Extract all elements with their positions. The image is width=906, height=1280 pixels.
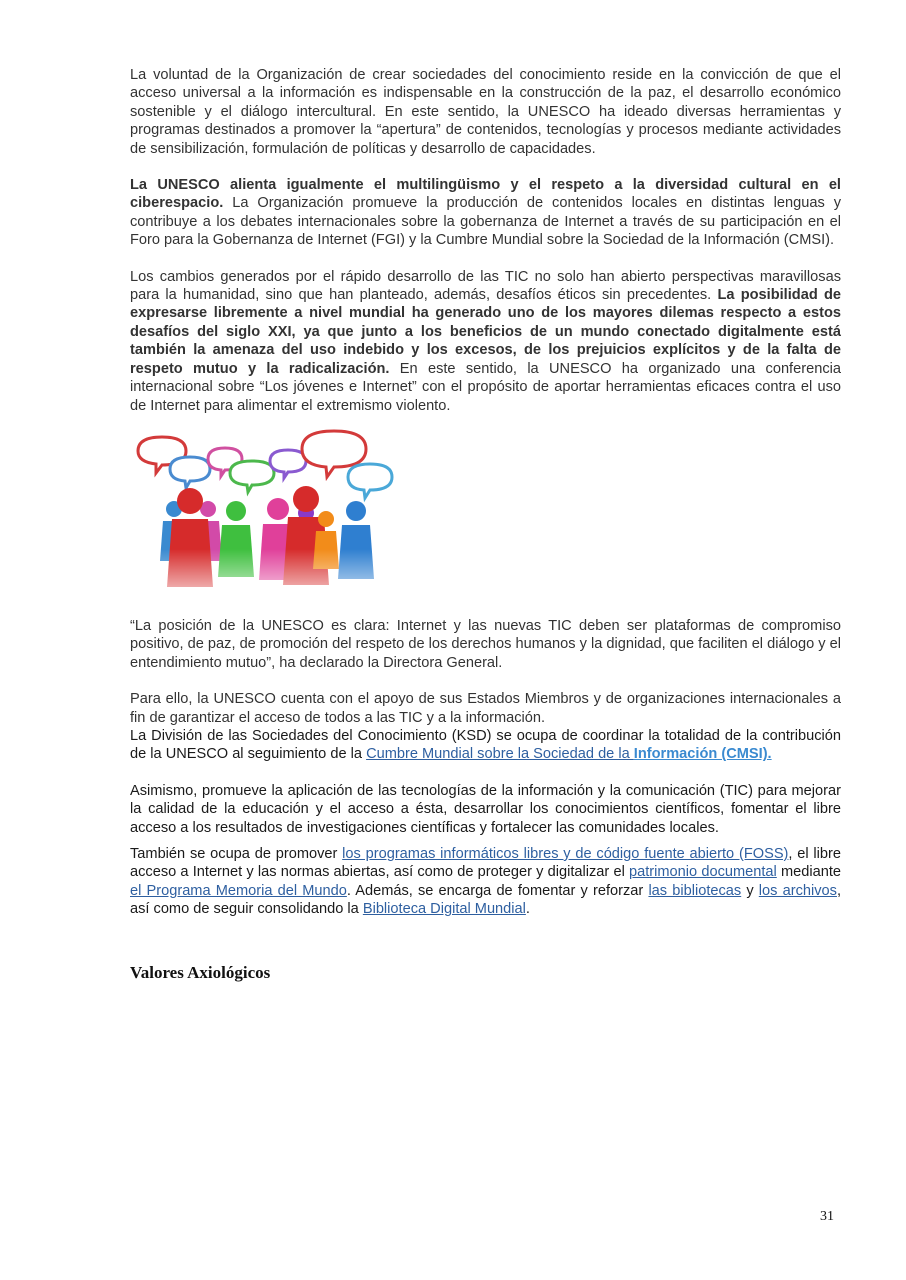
speech-bubble-cyan-icon — [348, 464, 392, 498]
archives-link[interactable]: los archivos — [758, 882, 837, 899]
world-digital-library-link[interactable]: Biblioteca Digital Mundial — [362, 901, 526, 918]
multilingualism-text: La Organización promueve la producción de contenidos locales en distintas lenguas y contribuye a los debates internacionales sobre la gobernanza de Internet a través de su participación en el Foro para la Gobernanza de Internet (FGI) y la Cumbre Mundial sobre la Sociedad de la Información (CMSI). — [130, 195, 841, 249]
foss-additional-text: . Además, se encarga de fomentar y reforzar — [346, 882, 649, 899]
ict-bold-text: La posibilidad de expresarse libremente a nivel mundial ha generado uno de los mayores dilemas respecto a estos desafíos del siglo XXI, ya que junto a los beneficios de un mundo conectado digitalmente está también la amenaza del uso indebido y los excesos, de los prejuicios explícitos y de la falta de respeto mutuo y la radicalización. — [130, 287, 841, 377]
foss-connector-text: mediante — [776, 864, 842, 881]
foss-and-text: y — [741, 882, 759, 899]
libraries-link[interactable]: las bibliotecas — [648, 882, 742, 899]
ict-end-text: En este sentido, la UNESCO ha organizado una conferencia internacional sobre “Los jóvenes e Internet” con el propósito de aportar herramientas eficaces contra el uso de Internet para alimentar el extremismo violento. — [130, 360, 841, 414]
page-number: 31 — [820, 1209, 834, 1224]
documentary-heritage-link[interactable]: patrimonio documental — [629, 864, 777, 881]
paragraph-unesco-position: “La posición de la UNESCO es clara: Internet y las nuevas TIC deben ser plataformas de compromiso positivo, de paz, de promoción del respeto de los derechos humanos y la dignidad, que faciliten el diálogo y el entendimiento mutuo”, ha declarado la Directora General. — [130, 617, 841, 671]
paragraph-ksd-division — [130, 727, 841, 764]
paragraph-multilingualism — [130, 176, 841, 250]
paragraph-knowledge-societies: La voluntad de la Organización de crear sociedades del conocimiento reside en la convicción de que el acceso universal a la información es indispensable en la construcción de la paz, el desarrollo económico sostenible y el diálogo intercultural. En este sentido, la UNESCO ha ideado diversas herramientas y programas destinados a promover la “apertura” de contenidos, tecnologías y procesos mediante actividades de sensibilización, formulación de políticas y desarrollo de capacidades. — [130, 67, 841, 157]
paragraph-member-states: Para ello, la UNESCO cuenta con el apoyo de sus Estados Miembros y de organizaciones internacionales a fin de garantizar el acceso de todos a las TIC y a la información. — [130, 691, 841, 726]
foss-intro-text: También se ocupa de promover — [130, 845, 343, 862]
ict-intro-text: Los cambios generados por el rápido desarrollo de las TIC no solo han abierto perspectivas maravillosas para la humanidad, sino que han planteado, además, desafíos éticos sin precedentes. — [130, 268, 841, 304]
paragraph-foss-promotion — [130, 845, 841, 919]
cmsi-link-continued[interactable]: Información (CMSI). — [633, 746, 772, 763]
cmsi-link[interactable]: Cumbre Mundial sobre la Sociedad de la — [366, 746, 634, 763]
multilingualism-bold: La UNESCO alienta igualmente el multilingüismo y el respeto a la diversidad cultural en el ciberespacio. — [130, 177, 841, 212]
paragraph-ict-challenges — [130, 268, 841, 415]
document-page — [130, 66, 841, 983]
memory-of-world-link[interactable]: el Programa Memoria del Mundo — [130, 882, 347, 899]
speech-bubble-blue-icon — [170, 457, 210, 488]
foss-link[interactable]: los programas informáticos libres y de código fuente abierto (FOSS) — [342, 845, 789, 862]
paragraph-ict-education: Asimismo, promueve la aplicación de las tecnologías de la información y la comunicación (TIC) para mejorar la calidad de la educación y el acceso a ésta, desarrollar los conocimientos científicos, fomentar el libre acceso a los resultados de investigaciones científicas y fortalecer las comunidades locales. — [130, 782, 841, 836]
section-heading-axiological-values: Valores Axiológicos — [130, 962, 271, 982]
foss-mid-text: , el libre acceso a Internet y las normas abiertas, así como de proteger y digitalizar el — [130, 845, 841, 881]
foss-end-text: . — [525, 901, 530, 918]
foss-consolidate-text: , así como de seguir consolidando la — [130, 882, 842, 918]
speech-bubble-green-icon — [230, 461, 274, 492]
speech-bubbles-people-illustration — [130, 429, 400, 613]
ksd-text: La División de las Sociedades del Conocimiento (KSD) se ocupa de coordinar la totalidad de la contribución de la UNESCO al seguimiento de la — [130, 727, 841, 763]
